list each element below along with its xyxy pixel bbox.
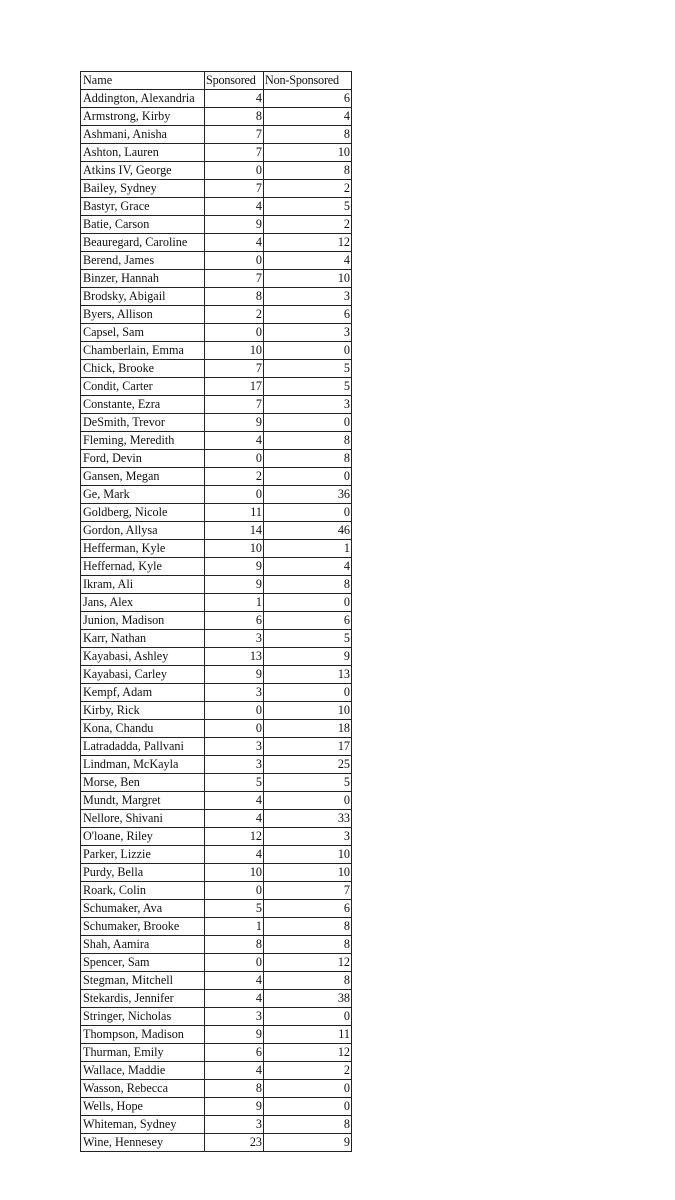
table-row [81, 216, 352, 234]
cell-non-sponsored: 12 [264, 234, 352, 252]
cell-non-sponsored: 2 [264, 216, 352, 234]
cell-name: Thurman, Emily [81, 1044, 205, 1062]
cell-non-sponsored: 8 [264, 918, 352, 936]
cell-non-sponsored: 38 [264, 990, 352, 1008]
cell-sponsored: 8 [205, 108, 264, 126]
cell-non-sponsored: 9 [264, 648, 352, 666]
table-row [81, 990, 352, 1008]
cell-sponsored: 10 [205, 540, 264, 558]
cell-sponsored: 5 [205, 900, 264, 918]
cell-non-sponsored: 1 [264, 540, 352, 558]
cell-name: Kayabasi, Ashley [81, 648, 205, 666]
cell-sponsored: 12 [205, 828, 264, 846]
table-row [81, 882, 352, 900]
cell-name: Wells, Hope [81, 1098, 205, 1116]
table-row [81, 1026, 352, 1044]
cell-name: Wine, Hennesey [81, 1134, 205, 1152]
cell-sponsored: 3 [205, 756, 264, 774]
cell-sponsored: 6 [205, 612, 264, 630]
header-row [81, 72, 352, 90]
table-row [81, 432, 352, 450]
table-row [81, 1098, 352, 1116]
table-row [81, 918, 352, 936]
cell-sponsored: 8 [205, 1080, 264, 1098]
cell-non-sponsored: 0 [264, 684, 352, 702]
cell-non-sponsored: 46 [264, 522, 352, 540]
cell-name: Ikram, Ali [81, 576, 205, 594]
table-row [81, 234, 352, 252]
cell-non-sponsored: 0 [264, 1098, 352, 1116]
cell-sponsored: 4 [205, 990, 264, 1008]
table-row [81, 666, 352, 684]
cell-sponsored: 9 [205, 414, 264, 432]
cell-name: O'loane, Riley [81, 828, 205, 846]
cell-sponsored: 6 [205, 1044, 264, 1062]
cell-sponsored: 5 [205, 774, 264, 792]
cell-name: Wallace, Maddie [81, 1062, 205, 1080]
table-row [81, 684, 352, 702]
cell-name: Parker, Lizzie [81, 846, 205, 864]
cell-name: Jans, Alex [81, 594, 205, 612]
cell-name: Wasson, Rebecca [81, 1080, 205, 1098]
cell-sponsored: 4 [205, 972, 264, 990]
cell-sponsored: 0 [205, 324, 264, 342]
cell-non-sponsored: 0 [264, 414, 352, 432]
cell-non-sponsored: 5 [264, 198, 352, 216]
table-row [81, 1062, 352, 1080]
cell-name: Kona, Chandu [81, 720, 205, 738]
cell-non-sponsored: 8 [264, 432, 352, 450]
cell-sponsored: 10 [205, 342, 264, 360]
table-row [81, 288, 352, 306]
table-row [81, 612, 352, 630]
cell-name: Gansen, Megan [81, 468, 205, 486]
table-row [81, 324, 352, 342]
cell-non-sponsored: 8 [264, 576, 352, 594]
cell-name: Schumaker, Brooke [81, 918, 205, 936]
cell-name: DeSmith, Trevor [81, 414, 205, 432]
cell-non-sponsored: 25 [264, 756, 352, 774]
table-row [81, 936, 352, 954]
cell-name: Lindman, McKayla [81, 756, 205, 774]
cell-non-sponsored: 4 [264, 252, 352, 270]
table-row [81, 738, 352, 756]
table-row [81, 702, 352, 720]
cell-name: Karr, Nathan [81, 630, 205, 648]
cell-sponsored: 4 [205, 810, 264, 828]
cell-non-sponsored: 8 [264, 450, 352, 468]
cell-non-sponsored: 10 [264, 144, 352, 162]
cell-sponsored: 10 [205, 864, 264, 882]
cell-non-sponsored: 6 [264, 306, 352, 324]
cell-non-sponsored: 3 [264, 396, 352, 414]
table-row [81, 846, 352, 864]
cell-name: Ashmani, Anisha [81, 126, 205, 144]
cell-name: Kempf, Adam [81, 684, 205, 702]
cell-sponsored: 13 [205, 648, 264, 666]
cell-name: Nellore, Shivani [81, 810, 205, 828]
table-body [81, 90, 352, 1152]
table-row [81, 540, 352, 558]
table-row [81, 180, 352, 198]
cell-sponsored: 9 [205, 216, 264, 234]
cell-non-sponsored: 9 [264, 1134, 352, 1152]
cell-name: Stringer, Nicholas [81, 1008, 205, 1026]
table-row [81, 108, 352, 126]
cell-sponsored: 9 [205, 576, 264, 594]
cell-non-sponsored: 2 [264, 180, 352, 198]
cell-non-sponsored: 6 [264, 900, 352, 918]
cell-non-sponsored: 5 [264, 774, 352, 792]
table-row [81, 126, 352, 144]
table-row [81, 630, 352, 648]
table-row [81, 810, 352, 828]
table-row [81, 468, 352, 486]
cell-sponsored: 0 [205, 450, 264, 468]
table-row [81, 756, 352, 774]
cell-sponsored: 4 [205, 846, 264, 864]
cell-non-sponsored: 3 [264, 288, 352, 306]
table-row [81, 504, 352, 522]
cell-sponsored: 4 [205, 792, 264, 810]
cell-sponsored: 9 [205, 558, 264, 576]
cell-sponsored: 14 [205, 522, 264, 540]
cell-non-sponsored: 36 [264, 486, 352, 504]
table-row [81, 396, 352, 414]
cell-non-sponsored: 5 [264, 378, 352, 396]
cell-name: Junion, Madison [81, 612, 205, 630]
cell-name: Mundt, Margret [81, 792, 205, 810]
table-row [81, 828, 352, 846]
cell-name: Bailey, Sydney [81, 180, 205, 198]
cell-name: Armstrong, Kirby [81, 108, 205, 126]
cell-sponsored: 7 [205, 360, 264, 378]
cell-sponsored: 4 [205, 1062, 264, 1080]
cell-name: Purdy, Bella [81, 864, 205, 882]
cell-sponsored: 23 [205, 1134, 264, 1152]
cell-non-sponsored: 6 [264, 612, 352, 630]
cell-name: Ge, Mark [81, 486, 205, 504]
table-row [81, 144, 352, 162]
cell-non-sponsored: 17 [264, 738, 352, 756]
cell-non-sponsored: 12 [264, 954, 352, 972]
cell-name: Chamberlain, Emma [81, 342, 205, 360]
table-row [81, 360, 352, 378]
cell-non-sponsored: 4 [264, 108, 352, 126]
table-row [81, 954, 352, 972]
cell-non-sponsored: 0 [264, 792, 352, 810]
cell-name: Brodsky, Abigail [81, 288, 205, 306]
cell-non-sponsored: 11 [264, 1026, 352, 1044]
table-row [81, 774, 352, 792]
cell-non-sponsored: 7 [264, 882, 352, 900]
table-row [81, 450, 352, 468]
cell-name: Condit, Carter [81, 378, 205, 396]
cell-name: Berend, James [81, 252, 205, 270]
header-non-sponsored: Non-Sponsored [264, 72, 352, 90]
table-row [81, 1080, 352, 1098]
table-row [81, 342, 352, 360]
cell-non-sponsored: 18 [264, 720, 352, 738]
cell-sponsored: 7 [205, 396, 264, 414]
cell-name: Ford, Devin [81, 450, 205, 468]
cell-name: Latradadda, Pallvani [81, 738, 205, 756]
cell-name: Whiteman, Sydney [81, 1116, 205, 1134]
cell-name: Stegman, Mitchell [81, 972, 205, 990]
cell-sponsored: 0 [205, 954, 264, 972]
cell-non-sponsored: 8 [264, 936, 352, 954]
cell-sponsored: 4 [205, 234, 264, 252]
cell-sponsored: 4 [205, 432, 264, 450]
cell-sponsored: 2 [205, 306, 264, 324]
table-row [81, 648, 352, 666]
cell-non-sponsored: 8 [264, 162, 352, 180]
cell-sponsored: 1 [205, 918, 264, 936]
cell-non-sponsored: 0 [264, 504, 352, 522]
cell-sponsored: 9 [205, 1026, 264, 1044]
cell-sponsored: 0 [205, 162, 264, 180]
cell-non-sponsored: 5 [264, 360, 352, 378]
cell-name: Beauregard, Caroline [81, 234, 205, 252]
cell-non-sponsored: 10 [264, 864, 352, 882]
cell-sponsored: 8 [205, 936, 264, 954]
cell-sponsored: 17 [205, 378, 264, 396]
table-row [81, 1044, 352, 1062]
table-row [81, 306, 352, 324]
table-row [81, 162, 352, 180]
cell-name: Heffernad, Kyle [81, 558, 205, 576]
cell-sponsored: 3 [205, 684, 264, 702]
cell-name: Goldberg, Nicole [81, 504, 205, 522]
cell-sponsored: 7 [205, 180, 264, 198]
cell-sponsored: 7 [205, 270, 264, 288]
cell-sponsored: 0 [205, 486, 264, 504]
cell-sponsored: 0 [205, 720, 264, 738]
cell-non-sponsored: 2 [264, 1062, 352, 1080]
cell-sponsored: 0 [205, 702, 264, 720]
cell-name: Batie, Carson [81, 216, 205, 234]
table-row [81, 720, 352, 738]
table-row [81, 1008, 352, 1026]
table-row [81, 594, 352, 612]
cell-name: Capsel, Sam [81, 324, 205, 342]
table-row [81, 864, 352, 882]
cell-sponsored: 7 [205, 144, 264, 162]
table-row [81, 1134, 352, 1152]
cell-name: Constante, Ezra [81, 396, 205, 414]
cell-non-sponsored: 33 [264, 810, 352, 828]
cell-non-sponsored: 0 [264, 1008, 352, 1026]
cell-name: Schumaker, Ava [81, 900, 205, 918]
cell-non-sponsored: 10 [264, 702, 352, 720]
table-row [81, 270, 352, 288]
cell-sponsored: 7 [205, 126, 264, 144]
cell-name: Bastyr, Grace [81, 198, 205, 216]
cell-sponsored: 3 [205, 738, 264, 756]
cell-sponsored: 11 [205, 504, 264, 522]
cell-sponsored: 2 [205, 468, 264, 486]
cell-name: Chick, Brooke [81, 360, 205, 378]
cell-name: Stekardis, Jennifer [81, 990, 205, 1008]
cell-name: Byers, Allison [81, 306, 205, 324]
table-row [81, 486, 352, 504]
cell-name: Atkins IV, George [81, 162, 205, 180]
cell-name: Kirby, Rick [81, 702, 205, 720]
cell-non-sponsored: 5 [264, 630, 352, 648]
cell-sponsored: 9 [205, 666, 264, 684]
cell-name: Shah, Aamira [81, 936, 205, 954]
cell-name: Roark, Colin [81, 882, 205, 900]
table-row [81, 198, 352, 216]
cell-non-sponsored: 10 [264, 270, 352, 288]
cell-name: Morse, Ben [81, 774, 205, 792]
cell-non-sponsored: 3 [264, 828, 352, 846]
cell-non-sponsored: 10 [264, 846, 352, 864]
cell-sponsored: 0 [205, 252, 264, 270]
table-row [81, 576, 352, 594]
cell-sponsored: 0 [205, 882, 264, 900]
cell-name: Ashton, Lauren [81, 144, 205, 162]
cell-non-sponsored: 0 [264, 594, 352, 612]
cell-non-sponsored: 13 [264, 666, 352, 684]
table-row [81, 558, 352, 576]
table-row [81, 378, 352, 396]
cell-sponsored: 1 [205, 594, 264, 612]
cell-name: Kayabasi, Carley [81, 666, 205, 684]
cell-non-sponsored: 8 [264, 1116, 352, 1134]
cell-non-sponsored: 8 [264, 126, 352, 144]
header-name: Name [81, 72, 205, 90]
header-sponsored: Sponsored [205, 72, 264, 90]
cell-non-sponsored: 6 [264, 90, 352, 108]
table-row [81, 1116, 352, 1134]
cell-name: Addington, Alexandria [81, 90, 205, 108]
cell-name: Spencer, Sam [81, 954, 205, 972]
cell-sponsored: 3 [205, 630, 264, 648]
cell-non-sponsored: 3 [264, 324, 352, 342]
table-row [81, 414, 352, 432]
cell-sponsored: 4 [205, 198, 264, 216]
table-row [81, 972, 352, 990]
cell-name: Hefferman, Kyle [81, 540, 205, 558]
table-row [81, 252, 352, 270]
data-table [80, 71, 352, 1152]
cell-non-sponsored: 0 [264, 342, 352, 360]
table-row [81, 900, 352, 918]
table-row [81, 792, 352, 810]
cell-sponsored: 9 [205, 1098, 264, 1116]
cell-sponsored: 4 [205, 90, 264, 108]
cell-non-sponsored: 0 [264, 1080, 352, 1098]
cell-non-sponsored: 4 [264, 558, 352, 576]
table-row [81, 522, 352, 540]
cell-sponsored: 8 [205, 288, 264, 306]
cell-sponsored: 3 [205, 1116, 264, 1134]
cell-sponsored: 3 [205, 1008, 264, 1026]
cell-non-sponsored: 0 [264, 468, 352, 486]
cell-name: Gordon, Allysa [81, 522, 205, 540]
cell-name: Binzer, Hannah [81, 270, 205, 288]
cell-name: Thompson, Madison [81, 1026, 205, 1044]
cell-non-sponsored: 8 [264, 972, 352, 990]
cell-name: Fleming, Meredith [81, 432, 205, 450]
table-row [81, 90, 352, 108]
cell-non-sponsored: 12 [264, 1044, 352, 1062]
